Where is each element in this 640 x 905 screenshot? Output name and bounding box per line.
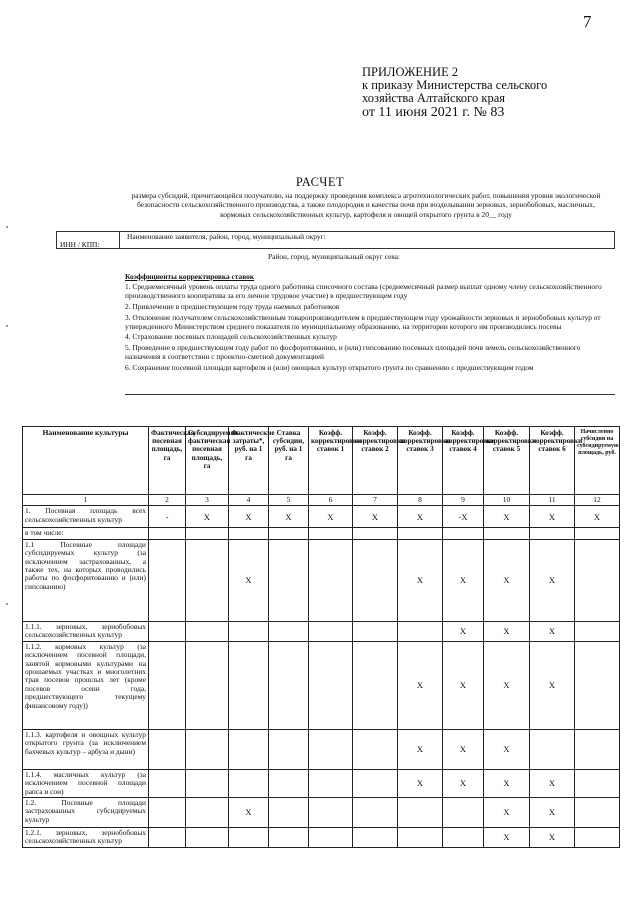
table-cell (229, 828, 269, 848)
table-row (23, 641, 620, 729)
table-cell: X (398, 769, 443, 797)
table-cell (353, 621, 398, 641)
table-cell (398, 828, 443, 848)
table-cell: X (530, 506, 575, 528)
column-number: 3 (186, 495, 229, 506)
table-cell (269, 641, 309, 729)
table-cell (186, 528, 229, 539)
table-cell: X (398, 729, 443, 769)
coefficients-section (125, 273, 615, 375)
table-cell (269, 621, 309, 641)
table-cell: -X (443, 506, 484, 528)
table-cell: X (443, 769, 484, 797)
row-label: 1.1.2. кормовых культур (за исключением посевной площади, занятой кормовыми культурами на орошаемых участках и многолетних трав посевов прошлых лет (кроме посевов осени года, предшествующего текущему финансовому году)) (23, 641, 149, 729)
table-cell (229, 528, 269, 539)
table-cell (186, 798, 229, 828)
table-cell: X (530, 769, 575, 797)
table-row (23, 769, 620, 797)
row-label: 1.1.1. зерновых, зернобобовых сельскохозяйственных культур (23, 621, 149, 641)
col-header: Субсидируемая фактическая посевная площадь, га (186, 427, 229, 495)
appendix-line-4: от 11 июня 2021 г. № 83 (362, 105, 505, 120)
table-cell: X (443, 621, 484, 641)
column-number: 8 (398, 495, 443, 506)
applicant-box-divider (119, 232, 120, 248)
table-cell (229, 769, 269, 797)
applicant-label: Наименование заявителя, район, город, муниципальный округ: (127, 232, 326, 241)
table-cell (269, 729, 309, 769)
column-number: 11 (530, 495, 575, 506)
appendix-line-3: хозяйства Алтайского края (362, 91, 505, 105)
table-cell (484, 528, 530, 539)
coefficient-item: 4. Страхование посевных площадей сельскохозяйственных культур (125, 332, 337, 342)
inn-label: ИНН / КПП: (60, 240, 100, 249)
table-cell (575, 769, 620, 797)
separator-line (125, 394, 615, 395)
table-cell: X (398, 506, 443, 528)
coefficient-item: 3. Отклонение получателем сельскохозяйственным товаропроизводителем в предшествующем году урожайности зерновых и зернобобовых культур от утвержденного Министерством среднего показателя по муниципальному образованию, на территории которого им производились посевы (125, 312, 601, 331)
table-cell (149, 769, 186, 797)
table-cell (186, 621, 229, 641)
row-label: 1.2.1. зерновых, зернобобовых сельскохозяйственных культур (23, 828, 149, 848)
coefficient-item: 2. Привлечение в предшествующем году труда наемных работников (125, 301, 340, 311)
table-cell: X (353, 506, 398, 528)
table-cell: X (484, 729, 530, 769)
document-subtitle: размера субсидий, причитающейся получателю, на поддержку проведения комплекса агротехнологических работ, повышения уровня экологической безопасности сельскохозяйственного производства, а также плодородия и качества почв при возделывании зерновых, зернобобовых, масличных, кормовых сельскохозяйственных культур, картофеля и овощей открытого грунта в 20__ году (131, 191, 601, 219)
col-header: Коэфф. корректировки ставок 5 (484, 427, 530, 495)
col-header: Коэфф. корректировки ставок 6 (530, 427, 575, 495)
col-header: Коэфф. корректировки ставок 3 (398, 427, 443, 495)
coefficient-item: 1. Среднемесячный уровень оплаты труда одного работника списочного состава (среднемесячный размер выплат одному члену сельскохозяйственного производственного кооператива за его личное трудовое участие) в предшествующем году (125, 281, 602, 300)
table-cell (353, 528, 398, 539)
column-number: 6 (309, 495, 353, 506)
table-body (23, 506, 620, 848)
table-cell (443, 828, 484, 848)
table-cell (575, 641, 620, 729)
table-cell: X (229, 798, 269, 828)
table-cell (309, 539, 353, 621)
col-header: Ставка субсидии, руб. на 1 га (269, 427, 309, 495)
table-cell: X (484, 641, 530, 729)
table-cell (575, 828, 620, 848)
table-cell (186, 729, 229, 769)
table-cell: X (398, 641, 443, 729)
table-cell (186, 769, 229, 797)
table-cell (575, 528, 620, 539)
table-cell: X (530, 621, 575, 641)
column-number: 7 (353, 495, 398, 506)
calculation-table (22, 426, 620, 848)
table-row (23, 539, 620, 621)
table-row (23, 729, 620, 769)
table-cell: X (443, 729, 484, 769)
table-cell (309, 729, 353, 769)
table-row (23, 506, 620, 528)
table-cell (269, 828, 309, 848)
table-cell (309, 528, 353, 539)
table-cell (353, 729, 398, 769)
table-cell (353, 828, 398, 848)
table-cell: X (530, 798, 575, 828)
table-cell (269, 539, 309, 621)
coefficient-item: 6. Сохранение посевной площади картофеля и (или) овощных культур открытого грунта по сравнению с предшествующим годом (125, 363, 534, 373)
margin-dot (6, 325, 8, 327)
table-row (23, 798, 620, 828)
municipality-label: Район, город, муниципальный округ сева: (268, 252, 400, 261)
column-number: 1 (23, 495, 149, 506)
table-cell (186, 828, 229, 848)
table-cell: X (484, 828, 530, 848)
table-cell: X (269, 506, 309, 528)
table-cell (353, 798, 398, 828)
table-cell (149, 528, 186, 539)
table-cell: - (149, 506, 186, 528)
table-cell: X (530, 539, 575, 621)
table-row (23, 528, 620, 539)
table-cell (149, 828, 186, 848)
table-cell: X (443, 539, 484, 621)
table-cell (575, 539, 620, 621)
table-cell (309, 641, 353, 729)
row-label: 1.1 Посевные площади субсидируемых культур (за исключением застрахованных, а также тех, на которых проводились работы по фосфоритованию и (или) гипсованию) (23, 539, 149, 621)
table-cell: X (484, 539, 530, 621)
table-cell: X (309, 506, 353, 528)
table-cell: X (530, 828, 575, 848)
table-cell (269, 769, 309, 797)
table-cell: X (484, 769, 530, 797)
column-number: 5 (269, 495, 309, 506)
coefficients-heading: Коэффициенты корректировка ставок (125, 272, 255, 281)
table-cell: X (484, 621, 530, 641)
table-row (23, 621, 620, 641)
table-cell (443, 798, 484, 828)
col-header: Начисленно субсидии на субсидируемую площадь, руб. (575, 427, 620, 495)
column-number: 10 (484, 495, 530, 506)
table-cell (309, 769, 353, 797)
table-cell (443, 528, 484, 539)
appendix-header (362, 66, 602, 120)
col-header: Коэфф. корректировки ставок 2 (353, 427, 398, 495)
table-cell (309, 621, 353, 641)
table-cell (575, 621, 620, 641)
table-cell (530, 528, 575, 539)
table-cell (229, 729, 269, 769)
table-cell: X (443, 641, 484, 729)
table-cell: X (575, 506, 620, 528)
table-cell (269, 528, 309, 539)
column-number-row (23, 495, 620, 506)
coefficient-item: 5. Проведение в предшествующем году работ по фосфоритованию, и (или) гипсованию посевных площадей почв земель сельскохозяйственного назначения в соответствии с проектно-сметной документацией (125, 343, 581, 362)
column-number: 2 (149, 495, 186, 506)
table-header-row (23, 427, 620, 495)
row-label: в том числе: (23, 528, 149, 539)
col-header: Фактическая посевная площадь, га (149, 427, 186, 495)
col-header: Наименование культуры (23, 427, 149, 495)
col-header: Коэфф. корректировки ставок 4 (443, 427, 484, 495)
document-title: РАСЧЕТ (295, 175, 345, 189)
row-label: 1.2. Посевные площади застрахованных субсидируемых культур (23, 798, 149, 828)
row-label: 1.1.3. картофеля и овощных культур открытого грунта (за исключением бахчевых культур – арбуза и дыни) (23, 729, 149, 769)
table-cell: X (229, 539, 269, 621)
table-row (23, 828, 620, 848)
table-cell: X (186, 506, 229, 528)
table-cell (309, 828, 353, 848)
table-cell (269, 798, 309, 828)
appendix-line-1: ПРИЛОЖЕНИЕ 2 (362, 65, 459, 79)
table-cell: X (398, 539, 443, 621)
table-cell (309, 798, 353, 828)
table-cell (149, 798, 186, 828)
col-header: Коэфф. корректировки ставок 1 (309, 427, 353, 495)
column-number: 12 (575, 495, 620, 506)
table-cell: X (229, 506, 269, 528)
margin-dot (6, 603, 8, 605)
table-cell (398, 798, 443, 828)
table-cell (575, 729, 620, 769)
table-cell: X (484, 798, 530, 828)
row-label: 1. Посевная площадь всех сельскохозяйственных культур (23, 506, 149, 528)
table-cell (353, 539, 398, 621)
table-cell (353, 641, 398, 729)
table-cell (186, 539, 229, 621)
table-cell (149, 621, 186, 641)
page-number: 7 (583, 12, 592, 31)
table-cell: X (484, 506, 530, 528)
column-number: 9 (443, 495, 484, 506)
appendix-line-2: к приказу Министерства сельского (362, 78, 548, 92)
table-cell (398, 621, 443, 641)
table-cell (186, 641, 229, 729)
margin-dot (6, 226, 8, 228)
table-cell (149, 539, 186, 621)
row-label: 1.1.4. масличных культур (за исключением посевной площади рапса и сои) (23, 769, 149, 797)
table-cell (229, 621, 269, 641)
table-cell (530, 729, 575, 769)
col-header: Фактические затраты*, руб. на 1 га (229, 427, 269, 495)
column-number: 4 (229, 495, 269, 506)
table-cell (575, 798, 620, 828)
table-cell (149, 641, 186, 729)
table-cell (229, 641, 269, 729)
table-cell: X (530, 641, 575, 729)
table-cell (353, 769, 398, 797)
table-cell (398, 528, 443, 539)
table-cell (149, 729, 186, 769)
